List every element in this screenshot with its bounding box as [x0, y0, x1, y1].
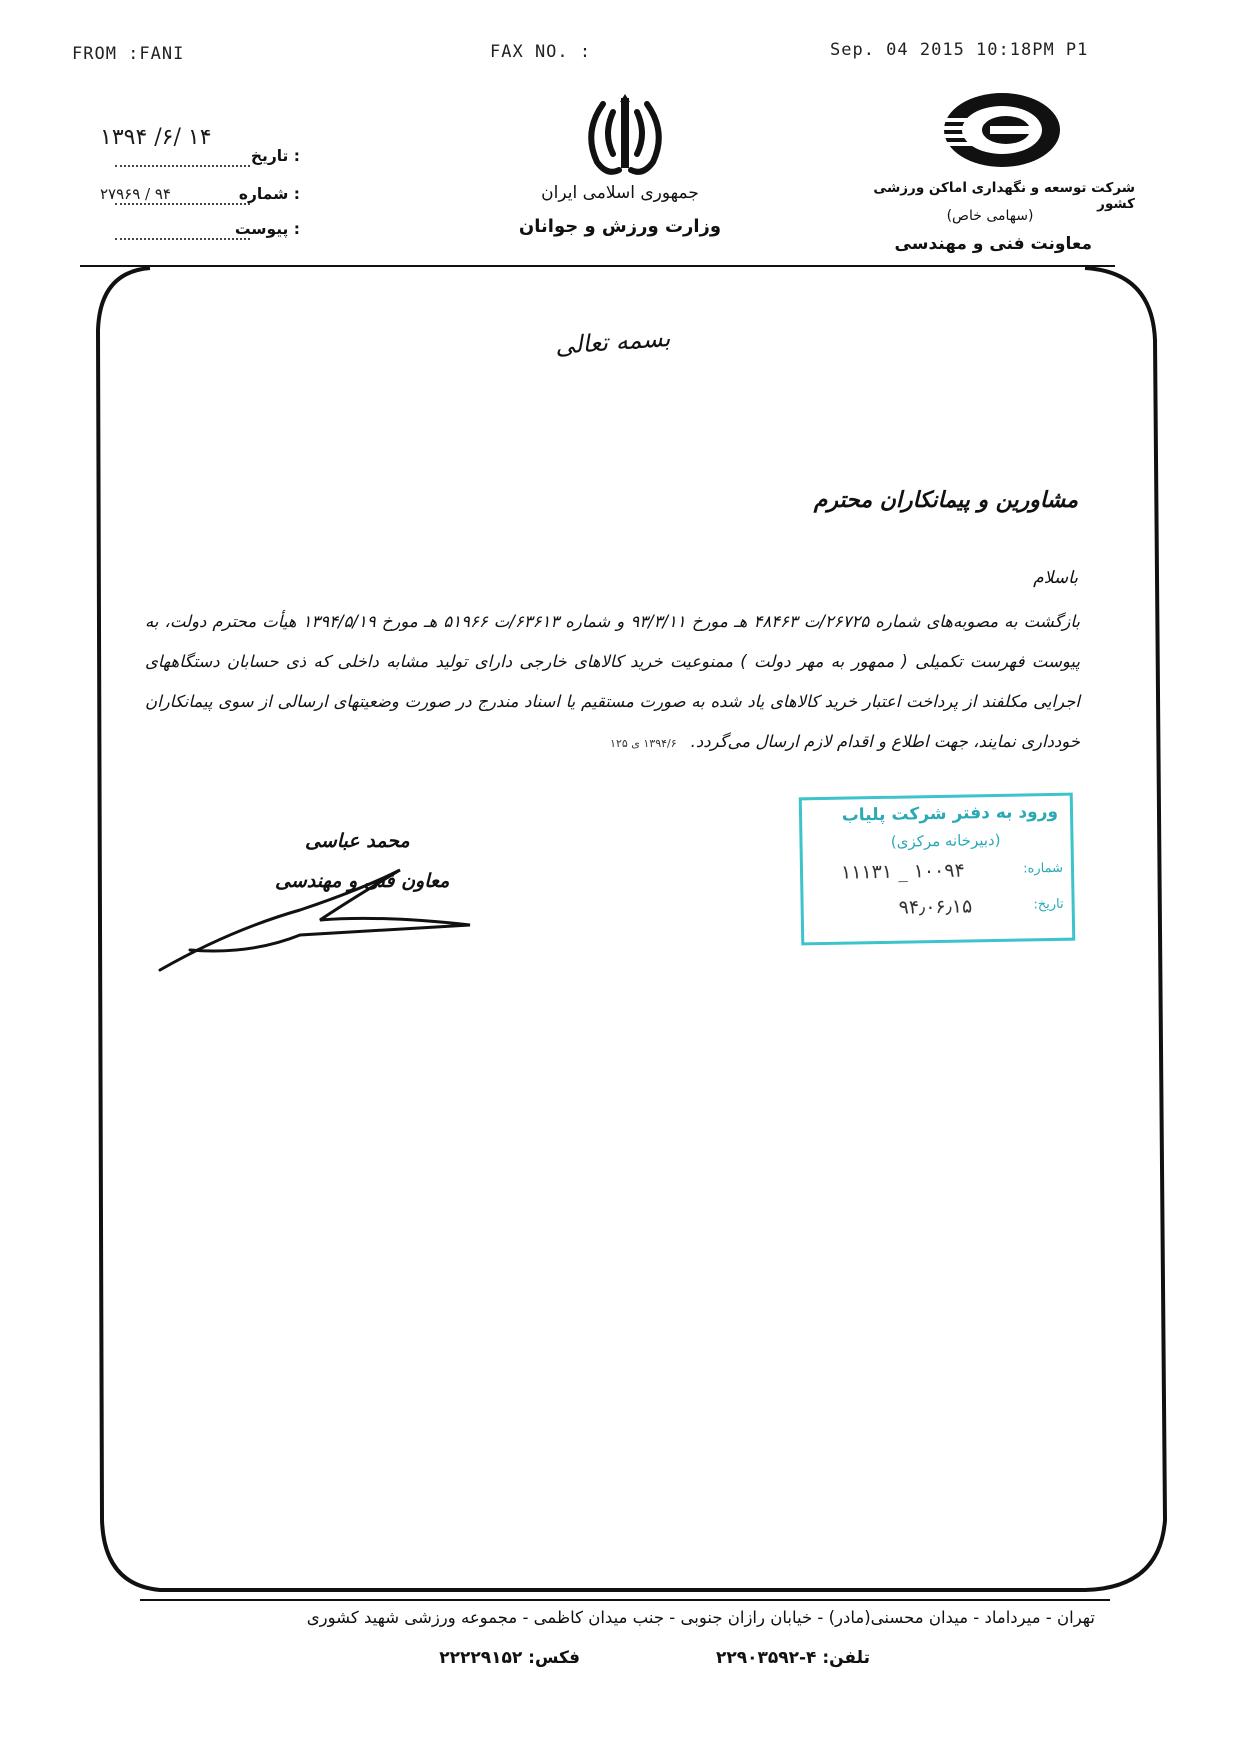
- fax-number: FAX NO. :: [490, 42, 592, 62]
- company-department: معاونت فنی و مهندسی: [894, 234, 1092, 254]
- reference-note: ۱۳۹۴/۶ ی ۱۲۵: [610, 737, 677, 750]
- fax-datetime: Sep. 04 2015 10:18PM P1: [830, 40, 1089, 60]
- stamp-number-label: شماره:: [1023, 860, 1064, 877]
- stamp-title: ورود به دفتر شرکت پلیاب: [841, 801, 1059, 826]
- signer-title: معاون فنی و مهندسی: [275, 870, 450, 892]
- government-name: جمهوری اسلامی ایران: [541, 183, 699, 203]
- stamp-date-value: ۹۴٫۰۶٫۱۵: [898, 895, 973, 919]
- fax-from: FROM :FANI: [72, 44, 185, 64]
- footer-fax: فکس: ۲۲۲۲۹۱۵۲: [439, 1648, 580, 1668]
- received-stamp: [799, 793, 1076, 946]
- greeting: باسلام: [1033, 568, 1078, 588]
- letter-body: [145, 602, 1080, 764]
- letter-body-text: بازگشت به مصوبه‌های شماره ۲۶۷۲۵/ت ۴۸۴۶۳ هـ مورخ ۹۳/۳/۱۱ و شماره ۶۳۶۱۳/ت ۵۱۹۶۶ هـ مورخ ۱۳۹۴/۵/۱۹ هیأت محترم دولت، به پیوست فهرست تکمیلی ( ممهور به مهر دولت ) ممنوعیت خرید کالاهای خارجی دارای تولید مشابه داخلی که ذی حسابان دستگاههای اجرایی مکلفند از پرداخت اعتبار خرید کالاهای یاد شده به صورت مستقیم یا اسناد مندرج در صورت وضعیتهای ارسالی از سوی پیمانکاران خودداری نمایند، جهت اطلاع و اقدام لازم ارسال می‌گردد.: [145, 612, 1081, 751]
- footer-phone: تلفن: ۴-۲۲۹۰۳۵۹۲: [715, 1648, 870, 1668]
- stamp-subtitle: (دبیرخانه مرکزی): [890, 830, 1001, 851]
- stamp-date-label: تاریخ:: [1033, 896, 1064, 913]
- footer-address: تهران - میرداماد - میدان محسنی(مادر) - خیابان رازان جنوبی - جنب میدان کاظمی - مجموعه ورزشی شهید کشوری: [306, 1608, 1095, 1627]
- stamp-number-value: ۱۰۰۹۴ _ ۱۱۱۳۱: [840, 859, 965, 884]
- attachment-label: پیوست :: [234, 220, 300, 238]
- number-label: شماره :: [238, 185, 300, 203]
- number-value: ۲۷۹۶۹ / ۹۴: [100, 185, 171, 203]
- basmala: بسمه تعالی: [554, 324, 672, 360]
- company-type: (سهامی خاص): [946, 208, 1034, 224]
- company-name: شرکت توسعه و نگهداری اماکن ورزشی کشور: [873, 180, 1135, 212]
- date-label: تاریخ :: [250, 147, 300, 165]
- signer-name: محمد عباسی: [305, 830, 410, 852]
- ministry-name: وزارت ورزش و جوانان: [518, 216, 722, 237]
- date-value: ۱۳۹۴ /۶/ ۱۴: [100, 125, 212, 150]
- addressee: مشاورین و پیمانکاران محترم: [813, 488, 1078, 513]
